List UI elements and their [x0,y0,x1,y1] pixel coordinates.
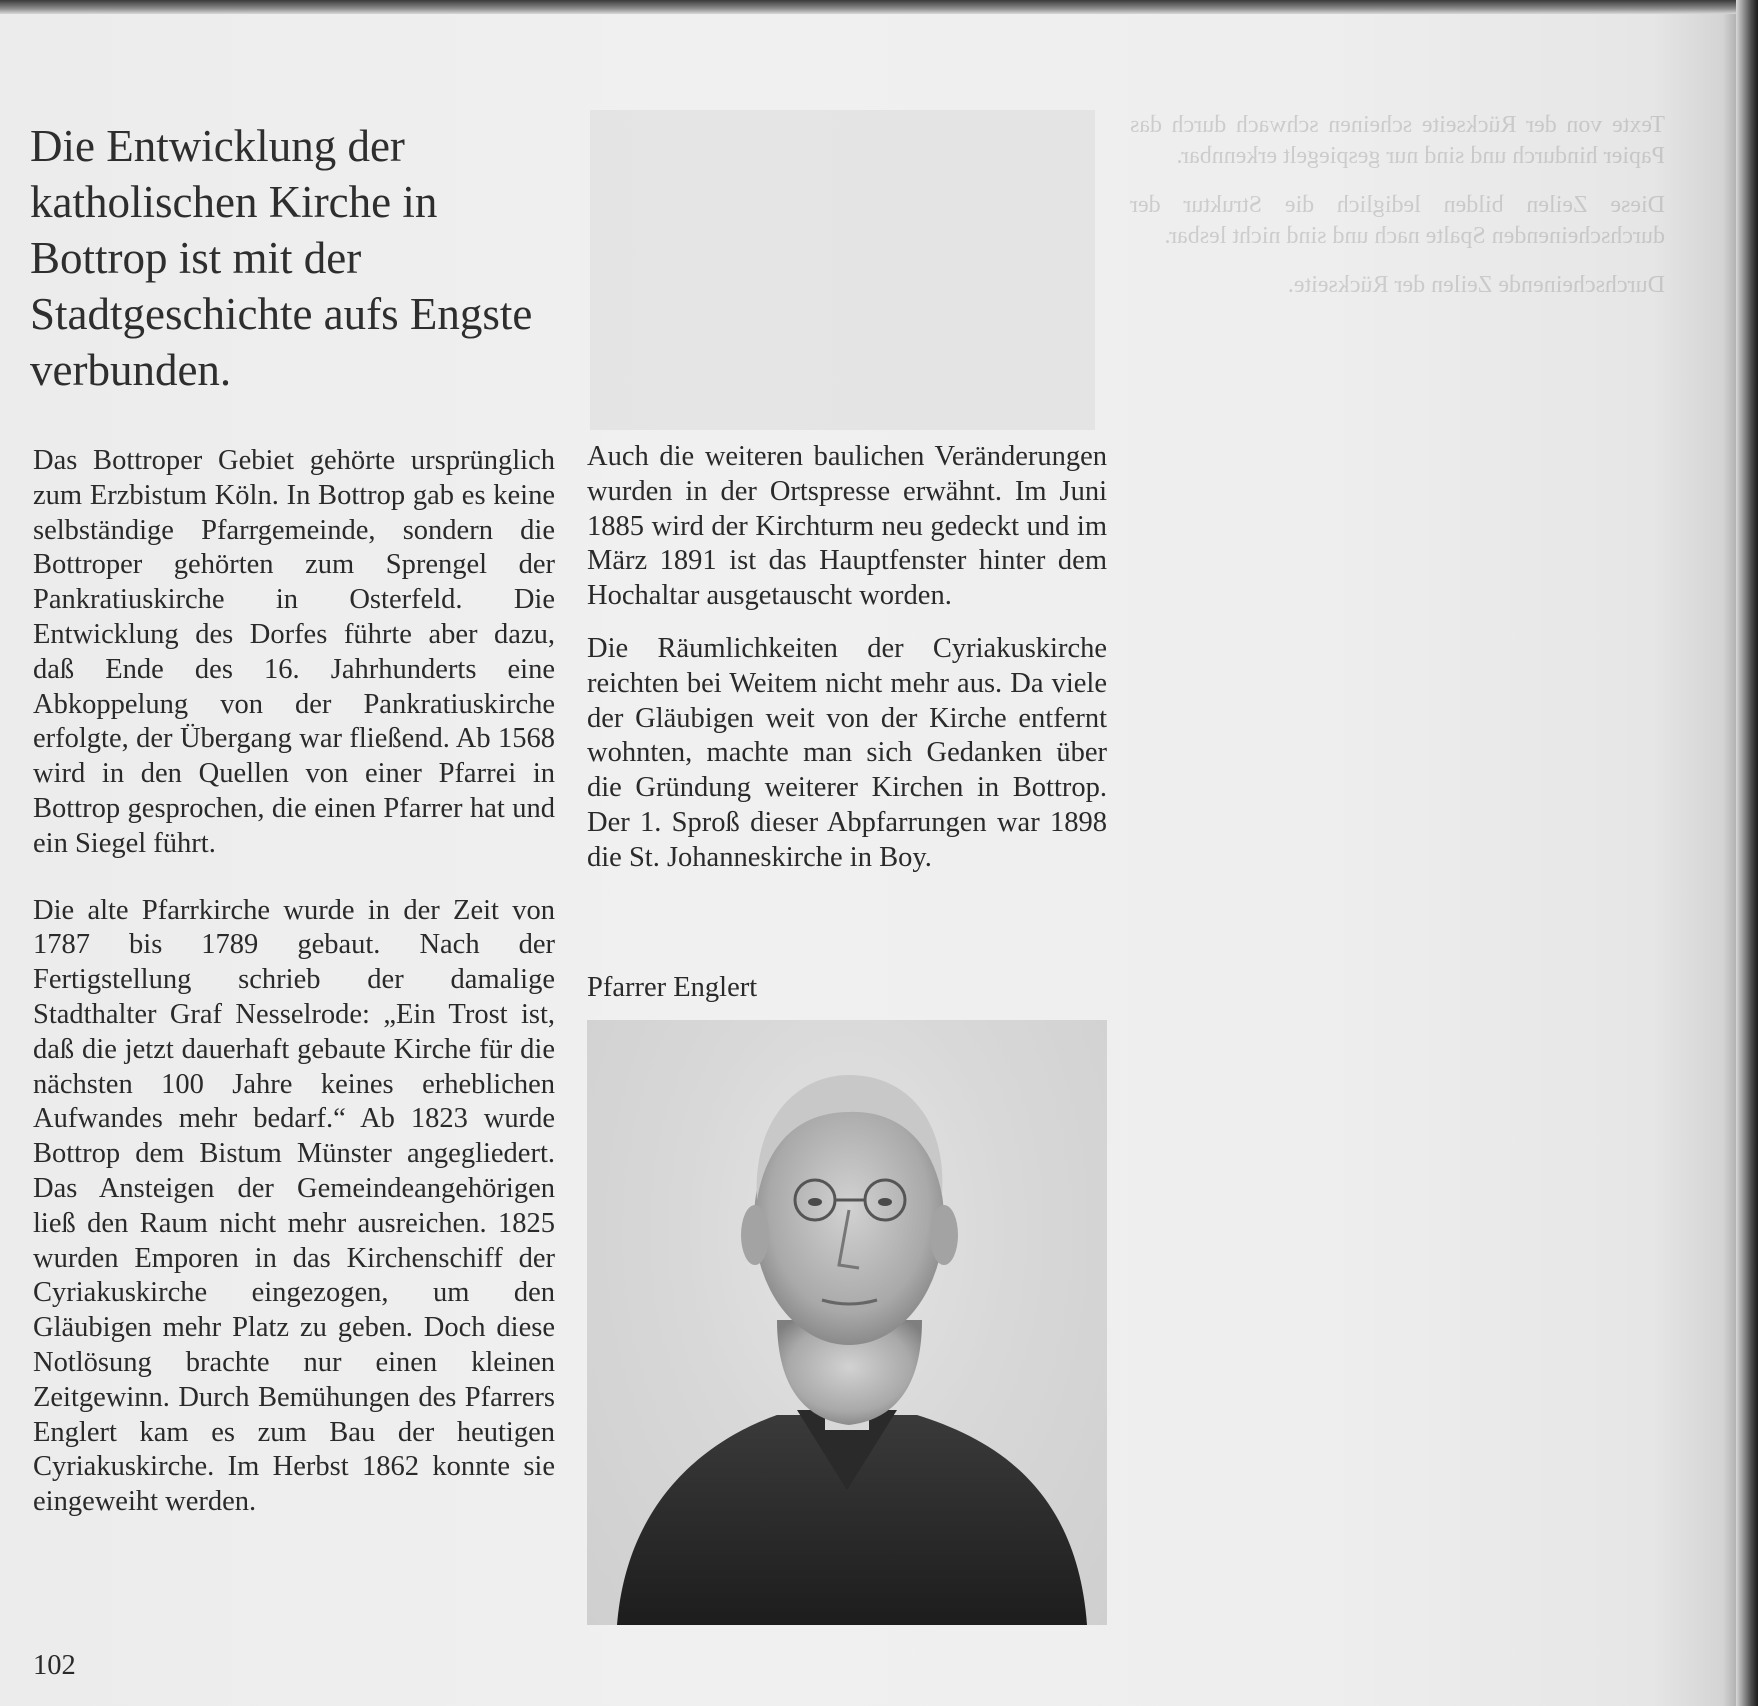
paragraph: Die Räumlichkeiten der Cyriakuskirche reichten bei Weitem nicht mehr aus. Da viele der Gläubigen weit von der Kirche entfernt wohnten, machte man sich Gedanken über die Gründung weiterer Kirchen in Bottrop. Der 1. Sproß dieser Abpfarrungen war 1898 die St. Johanneskirche in Boy. [587,632,1107,873]
show-through-image [590,110,1095,430]
portrait-illustration [587,1020,1107,1625]
photo-caption: Pfarrer Englert [587,972,758,1003]
paragraph: Auch die weiteren baulichen Veränderungen wurden in der Ortspresse erwähnt. Im Juni 1885 wird der Kirchturm neu gedeckt und im März 1891 ist das Hauptfenster hinter dem Hochaltar ausgetauscht worden. [587,441,1107,612]
page-headline: Die Entwicklung der katholischen Kirche in Bottrop ist mit der Stadtgeschichte aufs Engste verbunden. [30,121,533,395]
paragraph: Die alte Pfarrkirche wurde in der Zeit von 1787 bis 1789 gebaut. Nach der Fertigstellung schrieb der damalige Stadthalter Graf Nesselrode: „Ein Trost ist, daß die jetzt dauerhaft gebaute Kirche für die nächsten 100 Jahre keines erheblichen Aufwandes mehr bedarf.“ Ab 1823 wurde Bottrop dem Bistum Münster angegliedert. Das Ansteigen der Gemeindeangehörigen ließ den Raum nicht mehr ausreichen. 1825 wurden Emporen in das Kirchenschiff der Cyriakuskirche eingezogen, um den Gläubigen mehr Platz zu geben. Doch diese Notlösung brachte nur einen kleinen Zeitgewinn. Durch Bemühungen des Pfarrers Englert kam es zum Bau der heutigen Cyriakuskirche. Im Herbst 1862 konnte sie eingeweiht werden. [33,894,555,1518]
portrait-photo [587,1020,1107,1625]
text-column-right [587,440,1107,894]
page-number: 102 [33,1650,76,1681]
text-column-left [33,444,555,1552]
paragraph: Das Bottroper Gebiet gehörte ursprünglich zum Erzbistum Köln. In Bottrop gab es keine selbständige Pfarrgemeinde, sondern die Bottroper gehörten zum Sprengel der Pankratiuskirche in Osterfeld. Die Entwicklung des Dorfes führte aber dazu, daß Ende des 16. Jahrhunderts eine Abkoppelung von der Pankratiuskirche erfolgte, der Übergang war fließend. Ab 1568 wird in den Quellen von einer Pfarrei in Bottrop gesprochen, die einen Pfarrer hat und ein Siegel führt. [33,445,555,859]
page-top-edge [0,0,1758,14]
book-spine-edge [1736,0,1758,1706]
show-through-text: Texte von der Rückseite scheinen schwach durch das Papier hindurch und sind nur gespiegelt erkennbar. Diese Zeilen bilden lediglich die Struktur der durchscheinenden Spalte nach und sind nicht lesbar. Durchscheinende Zeilen der Rückseite. [1130,112,1665,298]
